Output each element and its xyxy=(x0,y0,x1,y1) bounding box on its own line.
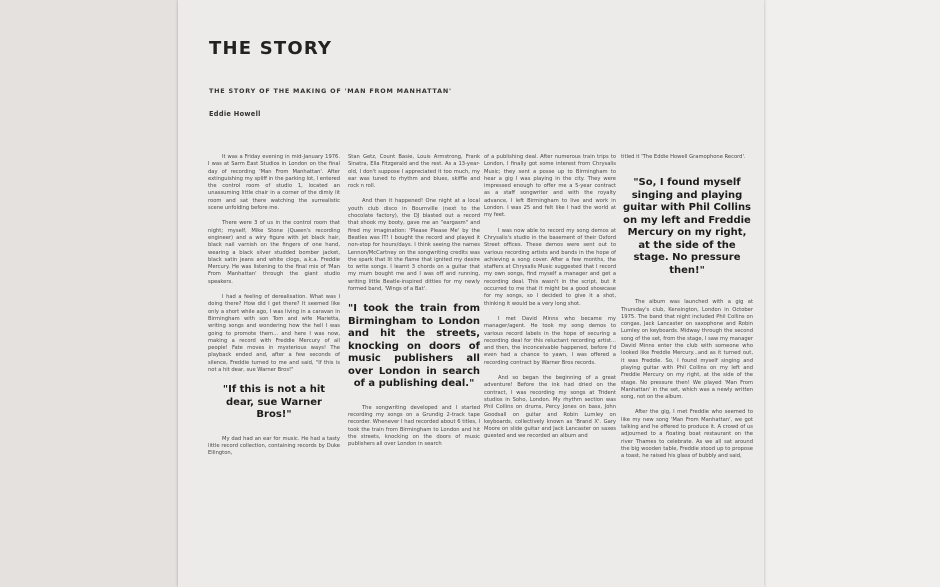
paragraph: And so began the beginning of a great adventure! Before the ink had dried on the contract, I was recording my songs at Trident studios in Soho, London. My rhythm section was Phil Collins on drums, Percy Jones on bass, John Goodsall on guitar and Robin Lumley on keyboards, collectively known as 'Brand X'. Gary Moore on slide guitar and Jack Lancaster on saxes guested and we recorded an album and xyxy=(484,375,616,440)
paragraph: And then it happened! One night at a local youth club disco in Bournville (next to the chocolate factory), the DJ blasted out a record that shook my booty, gave me an "eargasm" and fired my imagination: 'Please Please Me' by the Beatles was IT! I bought the record and played it non-stop for hours/days. I think seeing the names Lennon/McCartney on the songwriting credits was the spark that lit the flame that ignited my desire to write songs. I learnt 3 chords on a guitar that my mum bought me and I was off and running, writing little Beatle-inspired ditties for my newly formed band, 'Wings of a Bat'. xyxy=(348,198,480,293)
pull-quote: "I took the train from Birmingham to London and hit the streets, knocking on doors of music publishers all over London in search of a publishing deal." xyxy=(348,303,480,390)
paragraph: I met David Minns who became my manager/agent. He took my song demos to various record labels in the hope of securing a recording deal for this reluctant recording artist... and then, the inconceivable happened, before I'd even had a chance to yawn, I was offered a recording contract by Warner Bros records. xyxy=(484,315,616,366)
article-page xyxy=(178,0,764,587)
paragraph: It was a Friday evening in mid-January 1976. I was at Sarm East Studios in London on the final day of recording 'Man From Manhattan'. After extinguishing my spliff in the parking lot, I entered the control room of studio 1, located an unassuming little chair in a corner of the dimly lit room and sat there watching the surrealistic scene unfolding before me. xyxy=(208,154,340,212)
paragraph: I was now able to record my song demos at Chrysalis's studio in the basement of their Oxford Street offices. These demos were sent out to various recording artists and bands in the hope of achieving a song cover. After a few months, the staffers at Chrysalis Music suggested that I record my own songs, find myself a manager and get a recording deal. This wasn't in the script, but it occurred to me that it might be a good showcase for my songs, so I decided to give it a shot, thinking it would be a very long shot. xyxy=(484,227,616,307)
paragraph: of a publishing deal. After numerous train trips to London, I finally got some interest from Chrysalis Music; they sent a posse up to Birmingham to hear a gig I was playing in the city. They were impressed enough to offer me a 5-year contract as a staff songwriter and with the royalty advance, I left Birmingham to live and work in London. I was 25 and felt like I had the world at my feet. xyxy=(484,154,616,219)
background-left xyxy=(0,0,178,587)
paragraph: After the gig, I met Freddie who seemed to like my new song 'Man From Manhattan', we got talking and he offered to produce it. A crowd of us adjourned to a floating boat restaurant on the river Thames to celebrate. As we all sat around the big wooden table, Freddie stood up to propose a toast, he raised his glass of bubbly and said, xyxy=(621,409,753,460)
article-title: THE STORY xyxy=(209,38,333,59)
paragraph: The songwriting developed and I started recording my songs on a Grundig 2-track tape recorder. Whenever I had recorded about 6 titles, I took the train from Birmingham to London and hit the streets, knocking on the doors of music publishers all over London in search xyxy=(348,404,480,448)
text-column-4 xyxy=(621,154,753,469)
pull-quote: "So, I found myself singing and playing guitar with Phil Collins on my left and Freddie Mercury on my right, at the side of the stage. No pressure then!" xyxy=(622,177,752,276)
paragraph: There were 3 of us in the control room that night; myself, Mike Stone (Queen's recording engineer) and a wiry figure with jet black hair, black nail varnish on the fingers of one hand, wearing a black silver studded bomber jacket, black satin jeans and white clogs, a.k.a. Freddie Mercury. He was listening to the final mix of 'Man From Manhattan' through the giant studio speakers. xyxy=(208,220,340,285)
article-author: Eddie Howell xyxy=(209,110,261,118)
paragraph: My dad had an ear for music. He had a tasty little record collection, containing records by Duke Ellington, xyxy=(208,435,340,457)
article-subtitle: THE STORY OF THE MAKING OF 'MAN FROM MANHATTAN' xyxy=(209,87,452,95)
paragraph: I had a feeling of derealisation. What was I doing there? How did I get there? It seemed like only a short while ago, I was living in a caravan in Birmingham with son Tom and wife Marietta, writing songs and wondering how the hell I was going to promote them... and here I was now, making a record with Freddie Mercury of all people! Fate moves in mysterious ways! The playback ended and, after a few seconds of silence, Freddie turned to me and said, "If this is not a hit dear, sue Warner Bros!" xyxy=(208,294,340,374)
paragraph: The album was launched with a gig at Thursday's club, Kensington, London in October 1975. The band that night included Phil Collins on congas, Jack Lancaster on saxophone and Robin Lumley on keyboards. Midway through the second song of the set, from the stage, I saw my manager David Minns enter the club with someone who looked like Freddie Mercury...and as it turned out, it was Freddie. So, I found myself singing and playing guitar with Phil Collins on my left and Freddie Mercury on my right, at the side of the stage. No pressure then! We played 'Man From Manhattan' in the set, which was a newly written song, not on the album. xyxy=(621,299,753,401)
text-column-2 xyxy=(348,154,480,457)
pull-quote: "If this is not a hit dear, sue Warner Bros!" xyxy=(222,384,326,421)
background-right xyxy=(764,0,940,587)
text-column-3 xyxy=(484,154,616,449)
paragraph: Stan Getz, Count Basie, Louis Armstrong, Frank Sinatra, Ella Fitzgerald and the rest. As a 13-year-old, I don't suppose I appreciated it too much, my ear was tuned to rhythm and blues, skiffle and rock n roll. xyxy=(348,154,480,190)
text-column-1 xyxy=(208,154,340,466)
paragraph: titled it 'The Eddie Howell Gramophone Record'. xyxy=(621,154,746,160)
